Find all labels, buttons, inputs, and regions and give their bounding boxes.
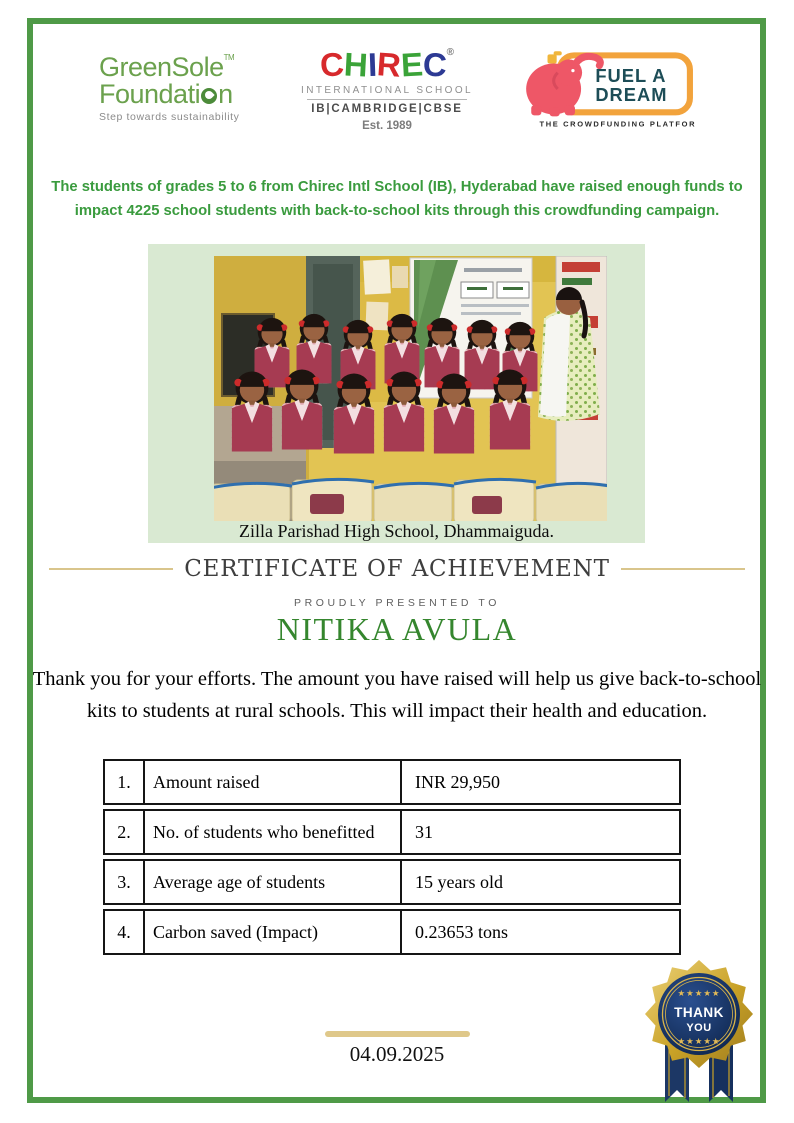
certificate-title-row (0, 556, 794, 582)
row-label: Average age of students (145, 861, 402, 903)
row-value: 15 years old (415, 871, 503, 892)
fueladream-tagline: THE CROWDFUNDING PLATFORM (539, 119, 695, 129)
school-kits (214, 479, 607, 521)
school-photo (214, 256, 607, 521)
greensole-tm-mark: TM (223, 53, 235, 62)
badge-thank: THANK (674, 1005, 724, 1020)
greensole-wordmark (99, 54, 257, 81)
table-row (103, 859, 681, 905)
chirec-letter: R (375, 45, 402, 84)
impact-table (103, 759, 681, 959)
greensole-foundation-line (99, 81, 257, 108)
row-value: INR 29,950 (415, 771, 500, 792)
row-value: 0.23653 tons (415, 921, 509, 942)
row-label: Carbon saved (Impact) (145, 911, 402, 953)
chirec-letter: C (318, 45, 346, 84)
row-value: 31 (415, 821, 433, 842)
chirec-subtitle: INTERNATIONAL SCHOOL (301, 85, 473, 96)
table-row (103, 909, 681, 955)
row-number: 4. (105, 911, 145, 953)
thank-you-badge-graphic (643, 956, 755, 1106)
chirec-letter: C (421, 45, 448, 84)
table-row (103, 809, 681, 855)
logo-row (0, 46, 794, 141)
row-label: Amount raised (145, 761, 402, 803)
fueladream-line1: FUEL A (595, 64, 667, 86)
greensole-name-bottom-a: Foundati (99, 79, 201, 109)
chirec-registered-mark: ® (446, 47, 454, 58)
fueladream-line2: DREAM (595, 84, 668, 106)
presented-to-label: PROUDLY PRESENTED TO (293, 597, 500, 609)
elephant-icon (526, 51, 600, 116)
greensole-name-top: GreenSole (99, 52, 224, 82)
row-number: 2. (105, 811, 145, 853)
certificate-title: CERTIFICATE OF ACHIEVEMENT (184, 556, 610, 582)
greensole-name-bottom-b: n (218, 79, 233, 109)
date-divider (325, 1031, 470, 1037)
fueladream-logo-graphic (517, 50, 695, 136)
table-row (103, 759, 681, 805)
photo-box (148, 244, 645, 543)
chirec-logo (301, 45, 473, 132)
chirec-letter: H (342, 45, 369, 84)
chirec-wordmark (301, 45, 473, 84)
school-photo-graphic (214, 256, 607, 521)
title-divider-left (49, 568, 173, 570)
message-text: Thank you for your efforts. The amount you have raised will help us give back-to-school kits to students at rural schools. This will impact their health and education. (32, 668, 762, 722)
row-number: 3. (105, 861, 145, 903)
fuel-pump-icon (548, 54, 557, 63)
chirec-established: Est. 1989 (362, 120, 412, 132)
chirec-divider (307, 99, 467, 100)
greensole-leaf-icon (201, 88, 217, 104)
campaign-statement: The students of grades 5 to 6 from Chirec Intl School (IB), Hyderabad have raised enough funds to impact 4225 school students with back-to-school kits through this crowdfunding campaign. (51, 179, 743, 219)
badge-you: YOU (686, 1022, 712, 1034)
chirec-letter: I (367, 45, 378, 84)
greensole-logo (99, 54, 257, 123)
greensole-tagline: Step towards sustainability (99, 111, 240, 123)
chirec-letter: E (399, 45, 424, 84)
fueladream-logo (517, 50, 695, 141)
title-divider-right (621, 568, 745, 570)
photo-caption: Zilla Parishad High School, Dhammaiguda. (239, 521, 554, 541)
badge-stars-bottom: ★★★★★ (677, 1037, 721, 1047)
date-text: 04.09.2025 (349, 1042, 445, 1066)
row-number: 1. (105, 761, 145, 803)
thank-you-badge (643, 956, 755, 1111)
badge-stars-top: ★★★★★ (677, 989, 721, 999)
recipient-name: NITIKA AVULA (276, 611, 518, 647)
chirec-boards: IB|CAMBRIDGE|CBSE (311, 103, 463, 115)
row-label: No. of students who benefitted (145, 811, 402, 853)
